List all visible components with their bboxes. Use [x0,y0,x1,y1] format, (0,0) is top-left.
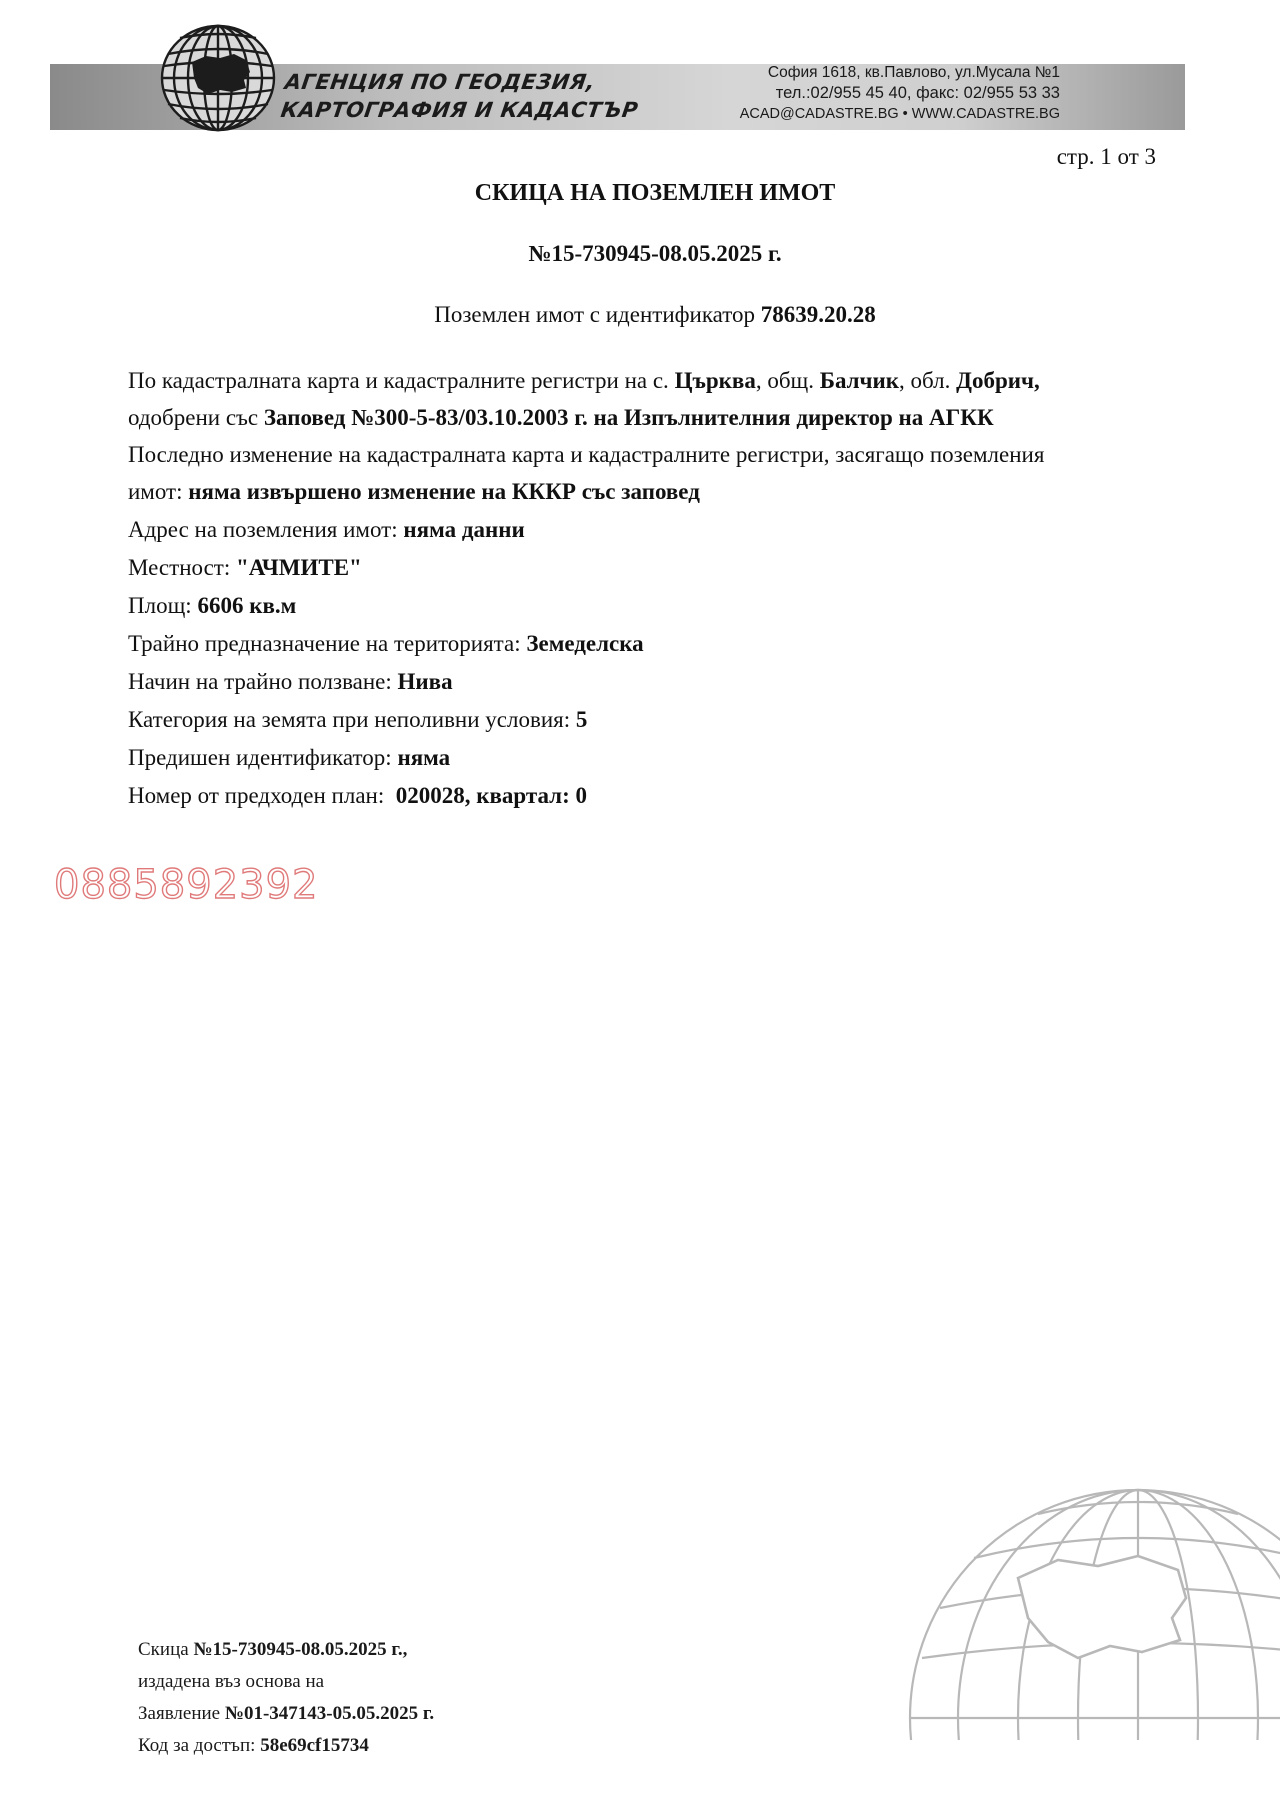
last-change-label: имот: [128,479,189,504]
footer-label: Скица [138,1639,194,1660]
cadastral-text: , обл. [899,368,957,393]
agency-name-line1: АГЕНЦИЯ ПО ГЕОДЕЗИЯ, [283,70,597,94]
footer-label: , [402,1639,408,1660]
identifier-value: 78639.20.28 [760,302,876,327]
field-value: "АЧМИТЕ" [235,555,362,580]
field-value: 020028, квартал: 0 [395,783,587,808]
field-label: Предишен идентификатор: [128,745,398,770]
phone-number-stamp: 0885892392 [54,862,319,908]
region-name: Добрич [956,368,1034,393]
footer-sketch-number: №15-730945-08.05.2025 г. [193,1639,403,1660]
identifier-label: Поземлен имот с идентификатор [434,302,761,327]
field-row [128,663,1188,700]
field-row [128,587,1188,624]
field-row [128,511,1188,548]
contact-phone-fax: тел.:02/955 45 40, факс: 02/955 53 33 [775,84,1060,102]
field-label: Площ: [128,593,198,618]
village-name: Църква [674,368,756,393]
field-value: няма [397,745,451,770]
contact-info [700,62,1060,125]
footer-access-code: 58e69cf15734 [260,1735,369,1756]
field-value: 6606 кв.м [197,593,297,618]
field-row [128,701,1188,738]
last-change-line-2 [128,473,1188,510]
agency-name [279,68,640,124]
field-label: Номер от предходен план: [128,783,396,808]
document-title: СКИЦА НА ПОЗЕМЛЕН ИМОТ [474,180,836,206]
footer-application-number: №01-347143-05.05.2025 г. [224,1703,435,1724]
footer-access-code-line [138,1730,638,1762]
field-row [128,625,1188,662]
field-value: Земеделска [526,631,644,656]
last-change-value: няма извършено изменение на КККР със заповед [188,479,700,504]
field-label: Адрес на поземления имот: [128,517,404,542]
municipality-name: Балчик [819,368,900,393]
approval-order: Заповед №300-5-83/03.10.2003 г. на Изпълнителния директор на АГКК [263,405,994,430]
globe-watermark-icon [888,1468,1280,1740]
page-number: стр. 1 от 3 [1056,144,1156,169]
cadastral-text: , [1034,368,1040,393]
property-details [128,362,1188,814]
field-value: Нива [397,669,453,694]
field-value: 5 [575,707,588,732]
field-row [128,549,1188,586]
last-change-line-1: Последно изменение на кадастралната карта и кадастралните регистри, засягащо поземления [128,442,1045,467]
contact-email-web: ACAD@CADASTRE.BG • WWW.CADASTRE.BG [739,106,1060,122]
cadastral-line-1 [128,362,1188,399]
cadastral-text: одобрени със [128,405,264,430]
field-row [128,777,1188,814]
footer-issued-line: издадена въз основа на [138,1671,325,1692]
field-label: Местност: [128,555,236,580]
document-number: №15-730945-08.05.2025 г. [528,241,782,266]
footer-label: Заявление [138,1703,225,1724]
field-value: няма данни [403,517,525,542]
contact-address: София 1618, кв.Павлово, ул.Мусала №1 [767,64,1060,81]
field-label: Трайно предназначение на територията: [128,631,527,656]
footer-info [138,1634,638,1762]
globe-bulgaria-logo-icon [158,22,280,134]
cadastral-line-2 [128,399,1188,436]
field-label: Начин на трайно ползване: [128,669,398,694]
field-row [128,739,1188,776]
cadastral-text: По кадастралната карта и кадастралните регистри на с. [128,368,675,393]
cadastral-text: , общ. [755,368,820,393]
agency-name-line2: КАРТОГРАФИЯ И КАДАСТЪР [279,98,640,122]
footer-label: Код за достъп: [138,1735,261,1756]
field-label: Категория на земята при неполивни условия: [128,707,576,732]
footer-sketch-line [138,1634,638,1666]
property-identifier [0,302,1280,328]
footer-application-line [138,1698,638,1730]
